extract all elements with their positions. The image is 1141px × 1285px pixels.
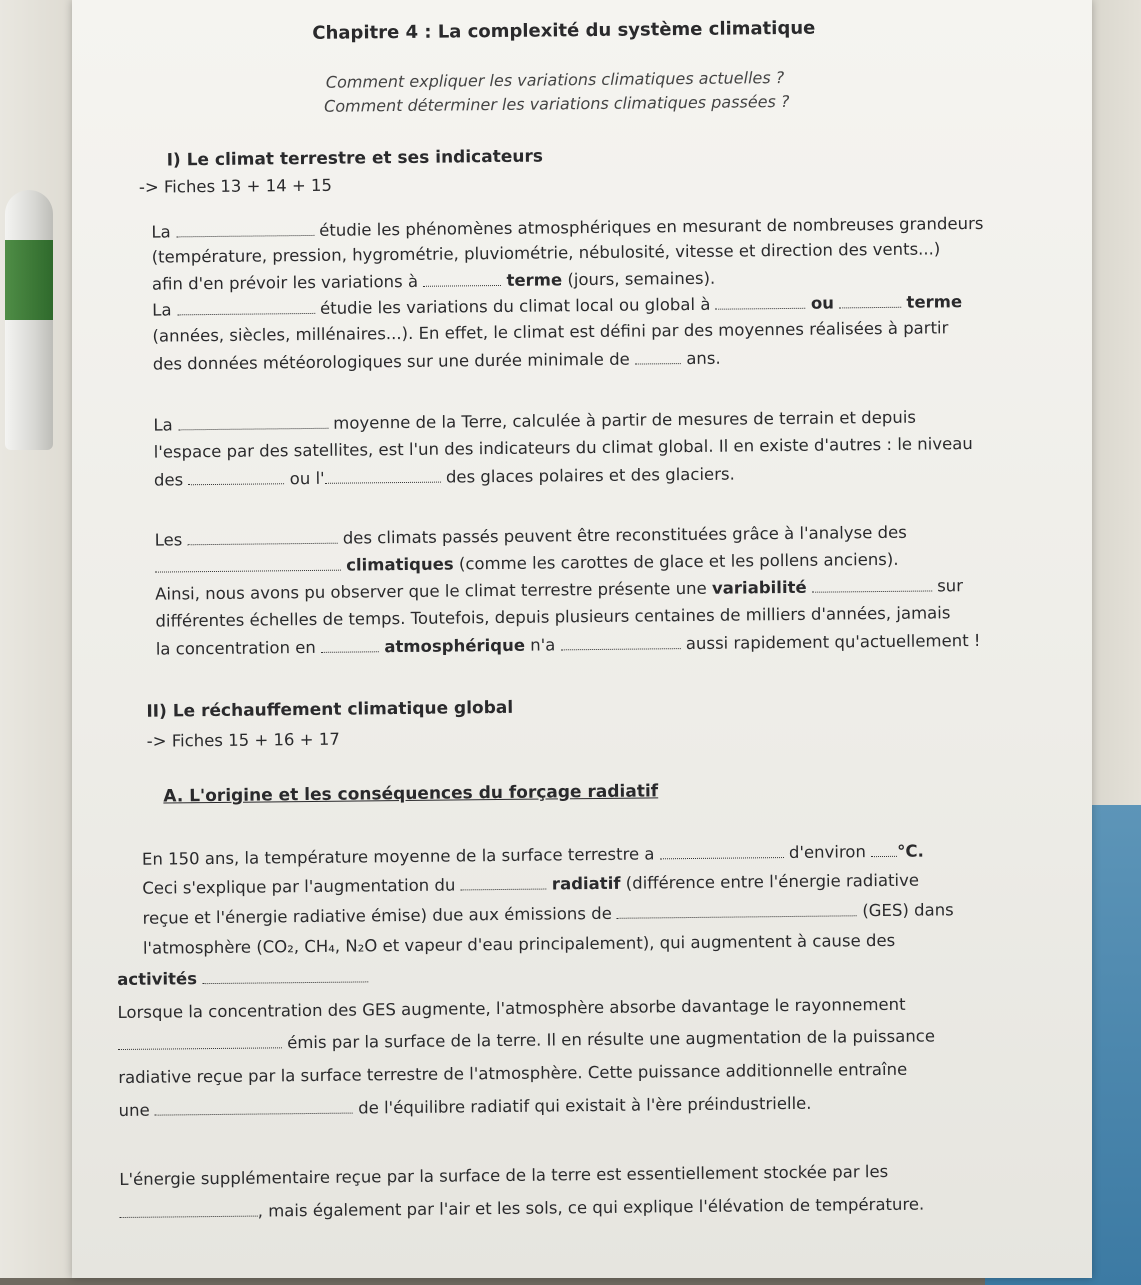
- section-2-heading: II) Le réchauffement climatique global: [146, 697, 514, 722]
- paragraph-line: climatiques (comme les carottes de glace et les pollens anciens).: [155, 550, 899, 577]
- paragraph-line: des données météorologiques sur une durée minimale de ans.: [152, 348, 721, 374]
- fill-blank[interactable]: [202, 980, 368, 984]
- fill-blank[interactable]: [325, 481, 441, 484]
- paragraph-line: La étudie les phénomènes atmosphériques en mesurant de nombreuses grandeurs: [151, 213, 984, 242]
- paragraph-line: (température, pression, hygrométrie, pluviométrie, nébulosité, vitesse et direction des vents...): [151, 239, 941, 267]
- paragraph-line: reçue et l'énergie radiative émise) due aux émissions de (GES) dans: [142, 900, 954, 928]
- question-2: Comment déterminer les variations climatiques passées ?: [323, 91, 790, 116]
- worksheet-content: [97, 0, 1100, 1283]
- paragraph-line: radiative reçue par la surface terrestre de l'atmosphère. Cette puissance additionnelle entraîne: [118, 1059, 908, 1088]
- pen: [5, 190, 53, 450]
- paragraph-line: la concentration en atmosphérique n'a aussi rapidement qu'actuellement !: [155, 630, 981, 659]
- paragraph-line: une de l'équilibre radiatif qui existait à l'ère préindustrielle.: [118, 1093, 812, 1121]
- fill-blank[interactable]: [118, 1046, 282, 1050]
- fill-blank[interactable]: [635, 362, 681, 364]
- fill-blank[interactable]: [178, 427, 328, 431]
- paragraph-line: Ainsi, nous avons pu observer que le climat terrestre présente une variabilité sur: [155, 576, 964, 604]
- section-2-fiches: -> Fiches 15 + 16 + 17: [146, 729, 340, 751]
- fill-blank[interactable]: [617, 914, 857, 919]
- section-2a-heading: A. L'origine et les conséquences du forçage radiatif: [163, 781, 659, 807]
- pen-grip: [5, 240, 53, 320]
- paragraph-line: L'énergie supplémentaire reçue par la surface de la terre est essentiellement stockée par les: [119, 1161, 889, 1190]
- fill-blank[interactable]: [155, 569, 341, 573]
- fill-blank[interactable]: [561, 647, 681, 650]
- paragraph-line: différentes échelles de temps. Toutefois, depuis plusieurs centaines de milliers d'années, jamais: [155, 603, 951, 631]
- fill-blank[interactable]: [871, 855, 897, 857]
- paragraph-line: Les des climats passés peuvent être reconstituées grâce à l'analyse des: [154, 522, 907, 550]
- paragraph-line: (années, siècles, millénaires...). En effet, le climat est défini par des moyennes réalisées à partir: [152, 318, 949, 346]
- paragraph-line: émis par la surface de la terre. Il en résulte une augmentation de la puissance: [118, 1026, 935, 1054]
- paragraph-line: La moyenne de la Terre, calculée à partir de mesures de terrain et depuis: [153, 407, 917, 435]
- section-1-heading: I) Le climat terrestre et ses indicateurs: [166, 146, 544, 171]
- fill-blank[interactable]: [660, 856, 784, 859]
- chapter-title: Chapitre 4 : La complexité du système climatique: [312, 17, 816, 44]
- fill-blank[interactable]: [423, 284, 501, 287]
- paragraph-line: des ou l' des glaces polaires et des glaciers.: [153, 464, 735, 490]
- paragraph-line: La étudie les variations du climat local ou global à ou terme: [152, 292, 963, 320]
- paragraph-line: l'espace par des satellites, est l'un des indicateurs du climat global. Il en existe d'autres : le niveau: [153, 434, 973, 462]
- fill-blank[interactable]: [155, 1112, 353, 1116]
- worksheet-page: [72, 0, 1092, 1278]
- fill-blank[interactable]: [177, 312, 315, 315]
- fill-blank[interactable]: [188, 542, 338, 546]
- paragraph-line: activités: [117, 967, 368, 989]
- question-1: Comment expliquer les variations climatiques actuelles ?: [325, 67, 785, 92]
- fill-blank[interactable]: [176, 234, 314, 237]
- paragraph-line: , mais également par l'air et les sols, ce qui explique l'élévation de température.: [120, 1195, 925, 1222]
- paragraph-line: l'atmosphère (CO₂, CH₄, N₂O et vapeur d'eau principalement), qui augmentent à cause des: [142, 930, 896, 958]
- fill-blank[interactable]: [461, 888, 547, 891]
- section-1-fiches: -> Fiches 13 + 14 + 15: [138, 175, 333, 197]
- paragraph-line: afin d'en prévoir les variations à terme (jours, semaines).: [151, 268, 716, 294]
- fill-blank[interactable]: [120, 1215, 258, 1218]
- fill-blank[interactable]: [716, 307, 806, 310]
- fill-blank[interactable]: [321, 650, 379, 653]
- fill-blank[interactable]: [189, 482, 285, 485]
- fill-blank[interactable]: [839, 306, 901, 309]
- paragraph-line: En 150 ans, la température moyenne de la surface terrestre a d'environ °C.: [141, 841, 924, 869]
- paragraph-line: Lorsque la concentration des GES augmente, l'atmosphère absorbe davantage le rayonnement: [117, 994, 906, 1023]
- fill-blank[interactable]: [812, 589, 932, 592]
- paragraph-line: Ceci s'explique par l'augmentation du radiatif (différence entre l'énergie radiative: [142, 870, 920, 898]
